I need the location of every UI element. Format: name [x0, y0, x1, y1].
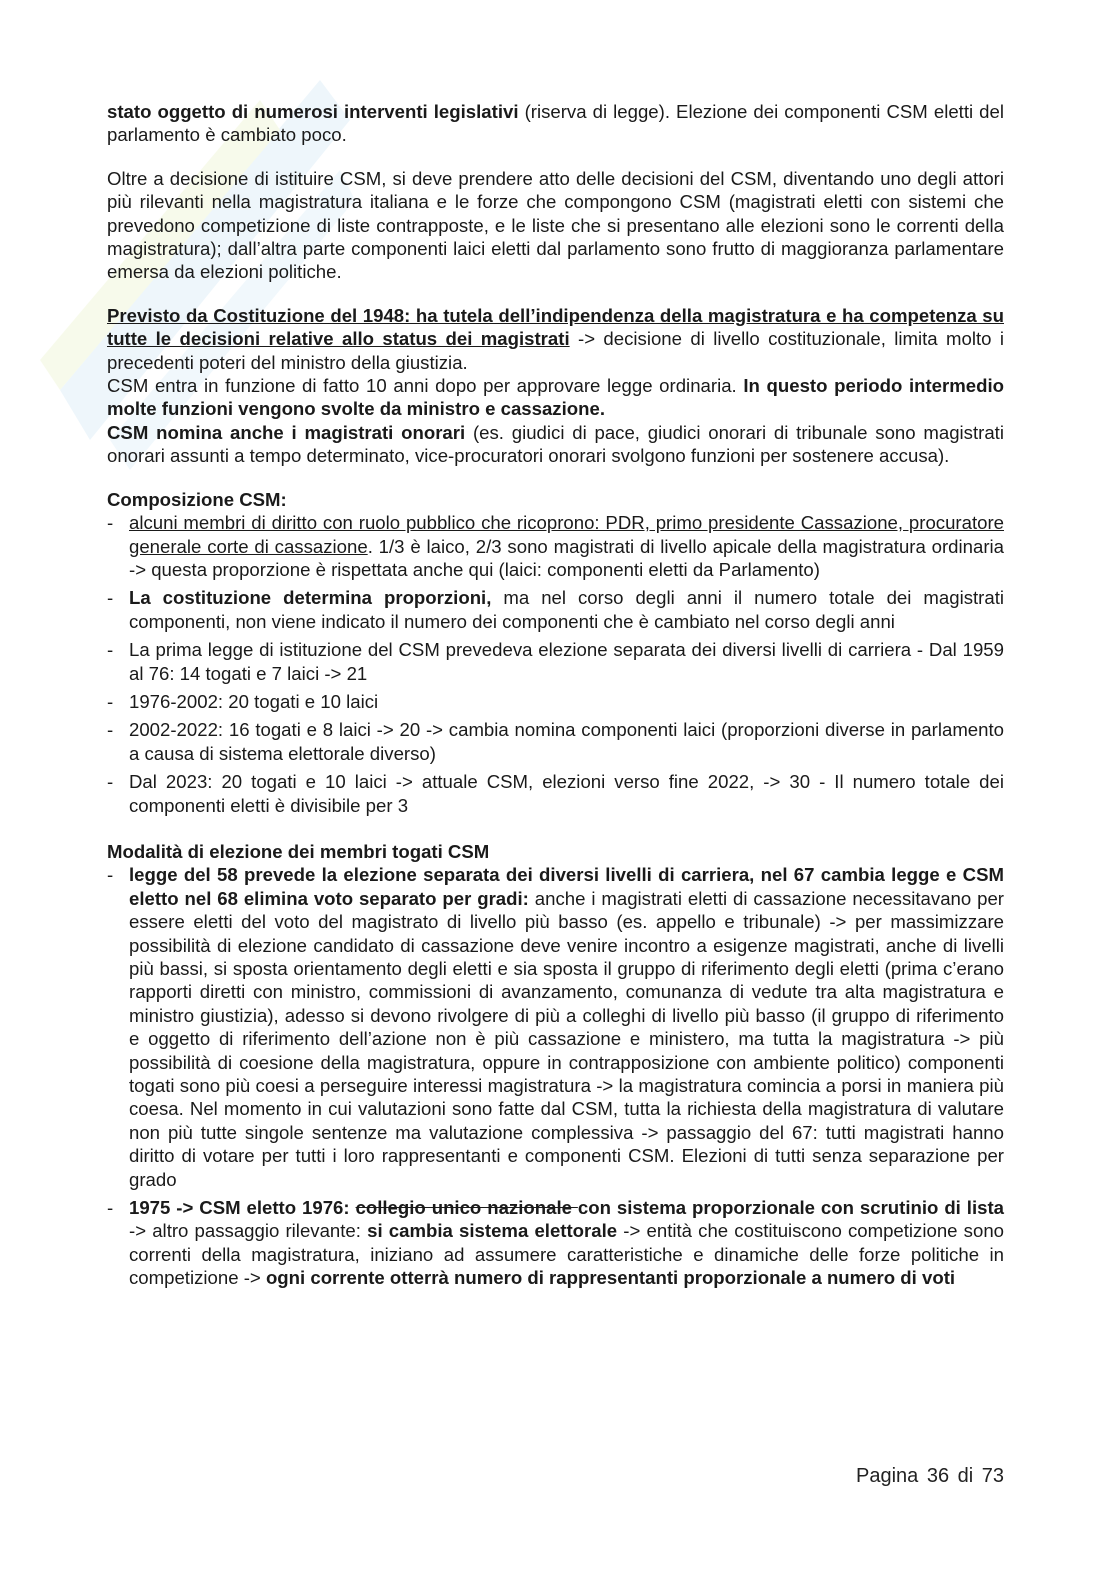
list-item: - La costituzione determina proporzioni, ma nel corso degli anni il numero totale dei magistrati componenti, non viene indicato il numero dei componenti che è cambiato nel corso degli anni	[107, 586, 1004, 633]
list-item: - alcuni membri di diritto con ruolo pubblico che ricoprono: PDR, primo presidente Cassazione, procuratore generale corte di cassazione. 1/3 è laico, 2/3 sono magistrati di livello apicale della magistratura ordinaria -> questa proporzione è rispettata anche qui (laici: componenti eletti da Parlamento)	[107, 511, 1004, 581]
list-item: - 1976-2002: 20 togati e 10 laici	[107, 690, 1004, 713]
election-heading: Modalità di elezione dei membri togati CSM	[107, 840, 490, 862]
page-number: Pagina 36 di 73	[855, 1465, 1004, 1487]
composition-heading: Composizione CSM:	[107, 488, 287, 510]
intro-paragraph-2: Oltre a decisione di istituire CSM, si deve prendere atto delle decisioni del CSM, diventando uno degli attori più rilevanti nella magistratura italiana e le forze che compongono CSM (magistrati eletti con sistemi che prevedono competizione di liste contrapposte, e le liste che si presentano alle elezioni sono le correnti della magistratura); dall’altra parte componenti laici eletti dal parlamento sono frutto di maggioranza parlamentare emersa da elezioni politiche.	[107, 167, 1004, 283]
list-item: - La prima legge di istituzione del CSM prevedeva elezione separata dei diversi livelli di carriera - Dal 1959 al 76: 14 togati e 7 laici -> 21	[107, 638, 1004, 685]
constitution-paragraph: Previsto da Costituzione del 1948: ha tutela dell’indipendenza della magistratura e ha competenza su tutte le decisioni relative allo status dei magistrati -> decisione di livello costituzionale, limita molto i precedenti poteri del ministro della giustizia.	[107, 304, 1004, 373]
list-item: - 2002-2022: 16 togati e 8 laici -> 20 -> cambia nomina componenti laici (proporzioni diverse in parlamento a causa di sistema elettorale diverso)	[107, 718, 1004, 765]
list-item: - Dal 2023: 20 togati e 10 laici -> attuale CSM, elezioni verso fine 2022, -> 30 - Il numero totale dei componenti eletti è divisibile per 3	[107, 770, 1004, 817]
csm-function-paragraph: CSM entra in funzione di fatto 10 anni dopo per approvare legge ordinaria. In questo periodo intermedio molte funzioni vengono svolte da ministro e cassazione.	[107, 375, 1004, 420]
composition-list	[107, 511, 1004, 817]
intro-paragraph-1: stato oggetto di numerosi interventi legislativi (riserva di legge). Elezione dei componenti CSM eletti del parlamento è cambiato poco.	[107, 101, 1004, 146]
csm-honorary-paragraph: CSM nomina anche i magistrati onorari (es. giudici di pace, giudici onorari di tribunale sono magistrati onorari assunti a tempo determinato, vice-procuratori onorari svolgono funzioni per sostenere accusa).	[107, 421, 1004, 467]
list-item: - 1975 -> CSM eletto 1976: collegio unico nazionale con sistema proporzionale con scrutinio di lista -> altro passaggio rilevante: si cambia sistema elettorale -> entità che costituiscono competizione sono correnti della magistratura, iniziano ad assumere caratteristiche e dinamiche delle forze politiche in competizione -> ogni corrente otterrà numero di rappresentanti proporzionale a numero di voti	[107, 1196, 1004, 1290]
election-list	[107, 863, 1004, 1289]
list-item: - legge del 58 prevede la elezione separata dei diversi livelli di carriera, nel 67 cambia legge e CSM eletto nel 68 elimina voto separato per gradi: anche i magistrati eletti di cassazione necessitavano per essere eletti del voto del magistrato di livello più basso (es. appello e tribunale) -> per massimizzare possibilità di elezione candidato di cassazione deve venire incontro a esigenze magistrati, anche di livelli più bassi, si sposta orientamento degli eletti e sia sposta il gruppo di riferimento degli eletti (prima c’erano rapporti diretti con ministro, commissioni di avanzamento, comunanza di vedute tra alta magistratura e ministro giustizia), adesso si devono rivolgere di più a colleghi di livello più basso (il gruppo di riferimento e oggetto di riferimento dell’azione non è più cassazione e ministero, ma tutta la magistratura -> più possibilità di coesione della magistratura, oppure in contrapposizione con ambiente politico) componenti togati sono più coesi a perseguire interessi magistratura -> la magistratura comincia a porsi in maniera più coesa. Nel momento in cui valutazioni sono fatte dal CSM, tutta la richiesta della magistratura di valutare non più tutte singole sentenze ma valutazione complessiva -> passaggio del 67: tutti magistrati hanno diritto di votare per tutti i loro rappresentanti e componenti CSM. Elezioni di tutti senza separazione per grado	[107, 863, 1004, 1191]
document-page	[107, 100, 1004, 1295]
